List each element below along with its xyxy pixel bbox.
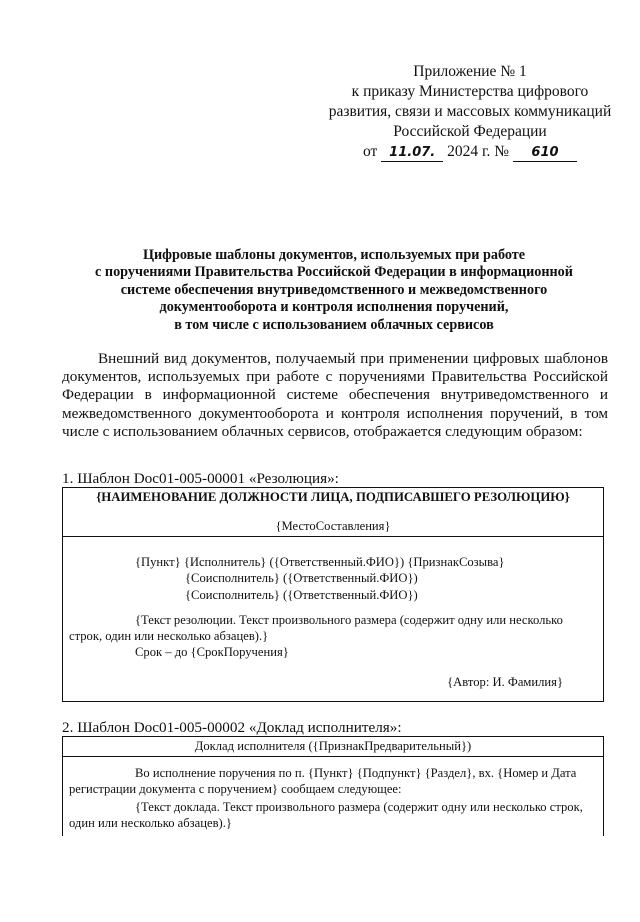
intro-paragraph: Внешний вид документов, получаемый при применении цифровых шаблонов документов, используемых при работе с поручениями Правительства Российской Федерации в информационной системе обеспечения внутриведомственного и межведомственного документооборота и контроля исполнения поручений, в том числе с использованием облачных сервисов, отображается следующим образом: xyxy=(62,350,608,440)
template2-heading: 2. Шаблон Doc01-005-00002 «Доклад исполнителя»: xyxy=(62,719,402,736)
document-title xyxy=(60,247,608,334)
title-line-3: системе обеспечения внутриведомственного и межведомственного xyxy=(120,281,548,298)
title-line-4: документооборота и контроля исполнения поручений, xyxy=(159,299,509,316)
template1-heading: 1. Шаблон Doc01-005-00001 «Резолюция»: xyxy=(62,470,339,487)
divider-line xyxy=(63,536,603,537)
report-body-text: {Текст доклада. Текст произвольного размера (содержит одну или несколько строк, один или несколько абзацев).} xyxy=(69,800,583,831)
year-text: 2024 г. № xyxy=(447,143,510,160)
executor-line: {Пункт} {Исполнитель} ({Ответственный.ФИО}) {ПризнакСозыва} xyxy=(135,555,505,569)
coexecutor-line-1: {Соисполнитель} ({Ответственный.ФИО}) xyxy=(185,571,418,586)
resolution-author: {Автор: И. Фамилия} xyxy=(447,675,563,689)
appendix-order-line: к приказу Министерства цифрового xyxy=(351,83,589,100)
report-template-box xyxy=(62,736,604,836)
handwritten-order-number: 610 xyxy=(513,145,577,162)
deadline-line: Срок – до {СрокПоручения} xyxy=(135,645,289,659)
appendix-country-line: Российской Федерации xyxy=(393,123,547,140)
appendix-number: Приложение № 1 xyxy=(413,63,527,80)
title-line-5: в том числе с использованием облачных сервисов xyxy=(174,316,494,333)
report-title: Доклад исполнителя ({ПризнакПредварительный}) xyxy=(194,739,472,753)
resolution-template-box xyxy=(62,487,604,702)
appendix-date-line xyxy=(320,142,620,162)
title-line-1: Цифровые шаблоны документов, используемых при работе xyxy=(142,247,526,263)
signer-position-title: {НАИМЕНОВАНИЕ ДОЛЖНОСТИ ЛИЦА, ПОДПИСАВШЕГО РЕЗОЛЮЦИЮ} xyxy=(96,490,570,504)
executors-block xyxy=(135,554,595,603)
handwritten-date: 11.07. xyxy=(381,145,443,162)
place-of-issue: {МестоСоставления} xyxy=(275,519,391,533)
title-line-2: с поручениями Правительства Российской Федерации в информационной xyxy=(95,264,573,281)
coexecutor-line-2: {Соисполнитель} ({Ответственный.ФИО}) xyxy=(185,587,418,602)
appendix-header xyxy=(320,62,620,162)
appendix-ministry-line: развития, связи и массовых коммуникаций xyxy=(328,103,612,120)
divider-line xyxy=(63,756,603,757)
resolution-text: {Текст резолюции. Текст произвольного размера (содержит одну или несколько строк, один или несколько абзацев).} xyxy=(69,613,563,644)
report-intro-text: Во исполнение поручения по п. {Пункт} {Подпункт} {Раздел}, вх. {Номер и Дата регистрации документа с поручением} сообщаем следующее: xyxy=(69,766,577,797)
date-prefix: от xyxy=(363,143,378,160)
